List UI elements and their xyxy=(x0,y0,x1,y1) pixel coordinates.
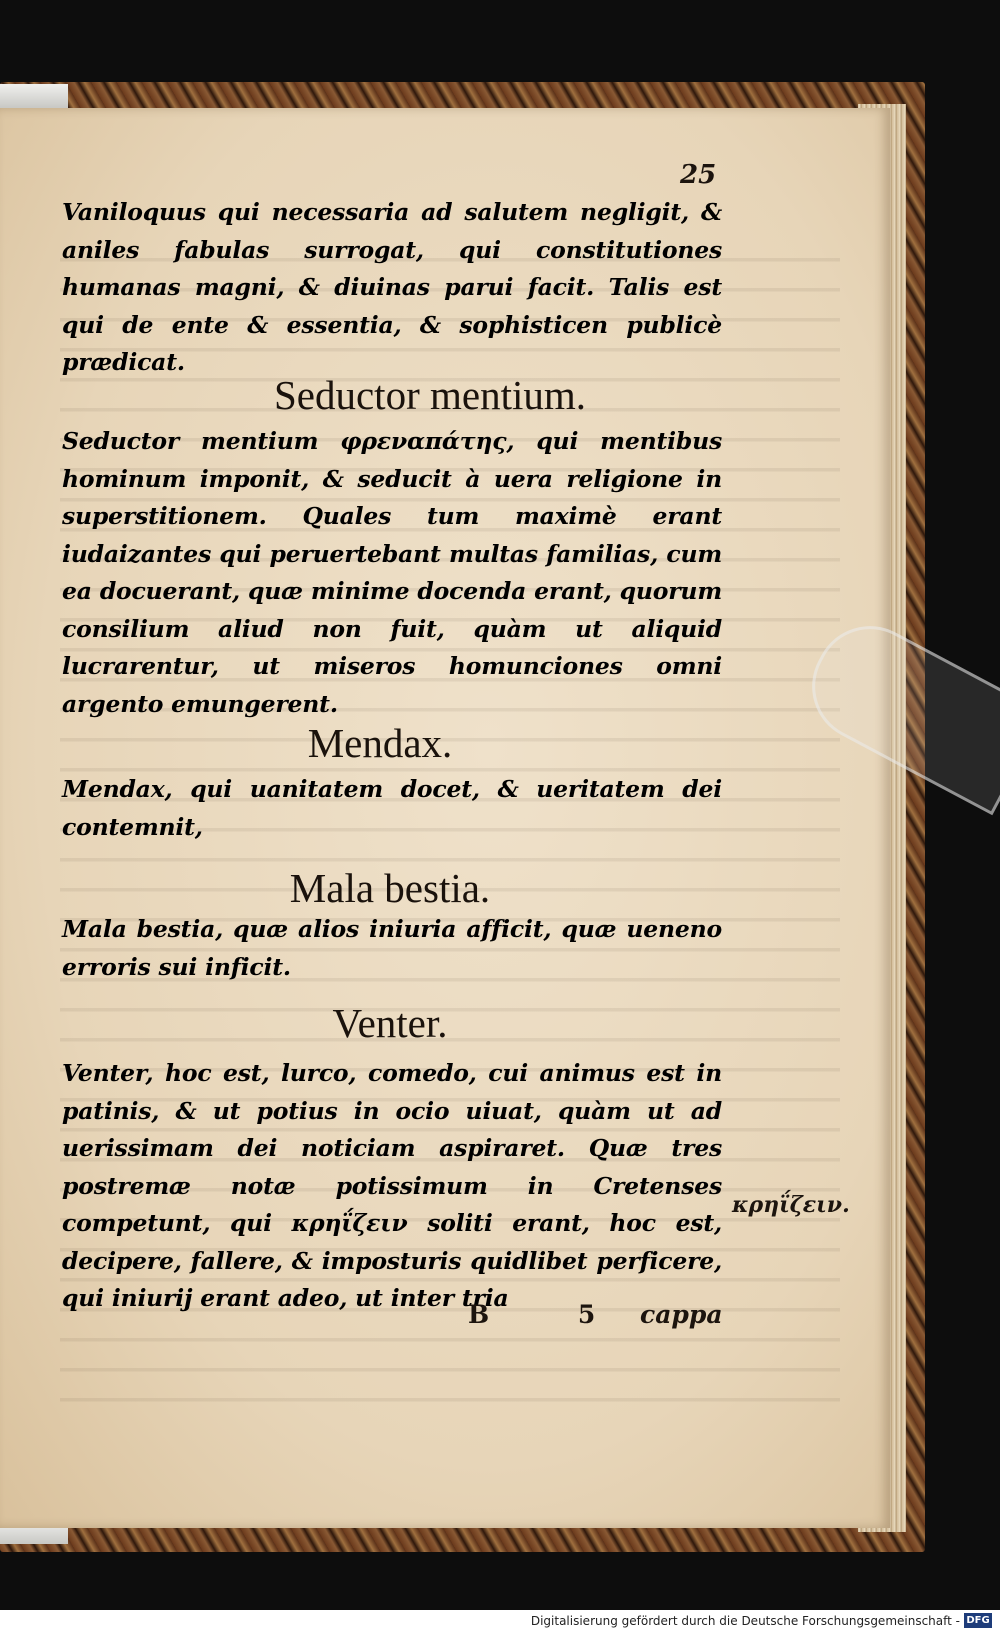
heading-seductor-mentium: Seductor mentium. xyxy=(273,372,586,418)
heading-mendax: Mendax. xyxy=(307,720,453,766)
footer-credit: Digitalisierung gefördert durch die Deutsche Forschungsgemeinschaft - xyxy=(530,1614,960,1628)
paragraph-seductor-mentium: Seductor mentium φρεναπάτης, qui mentibus hominum imponit, & seducit à uera religione in superstitionem. Quales tum maximè erant iudaizantes qui peruertebant multas familias, cum ea docuerant, quæ minime docenda erant, quorum consilium aliud non fuit, quàm ut aliquid lucrarentur, ut miseros homunciones omni argento emungerent. xyxy=(62,427,722,718)
margin-note: κρηΐζειν. xyxy=(732,1192,850,1218)
paragraph-vaniloquus: Vaniloquus qui necessaria ad salutem negligit, & aniles fabulas surrogat, qui constitutiones humanas magni, & diuinas parui facit. Talis est qui de ente & essentia, & sophisticen publicè prædicat. xyxy=(62,198,722,376)
paragraph-mendax: Mendax, qui uanitatem docet, & ueritatem dei contemnit, xyxy=(62,775,722,841)
book-clasp-top xyxy=(0,84,68,108)
paragraph-venter: Venter, hoc est, lurco, comedo, cui animus est in patinis, & ut potius in ocio uiuat, quàm ut ad uerissimam dei noticiam aspiraret. Quæ tres postremæ notæ potissimum in Cretenses competunt, qui κρηΐζειν soliti erant, hoc est, decipere, fallere, & imposturis quidlibet perficere, qui iniurij erant adeo, ut inter tria xyxy=(62,1059,722,1312)
dfg-logo: DFG xyxy=(964,1613,992,1628)
heading-mala-bestia: Mala bestia. xyxy=(289,865,491,911)
catchword: cappa xyxy=(640,1300,723,1329)
signature-mark: B 5 xyxy=(468,1300,636,1329)
paragraph-mala-bestia: Mala bestia, quæ alios iniuria afficit, quæ ueneno erroris sui inficit. xyxy=(62,915,722,981)
heading-venter: Venter. xyxy=(332,1000,448,1046)
page-number: 25 xyxy=(680,160,717,190)
